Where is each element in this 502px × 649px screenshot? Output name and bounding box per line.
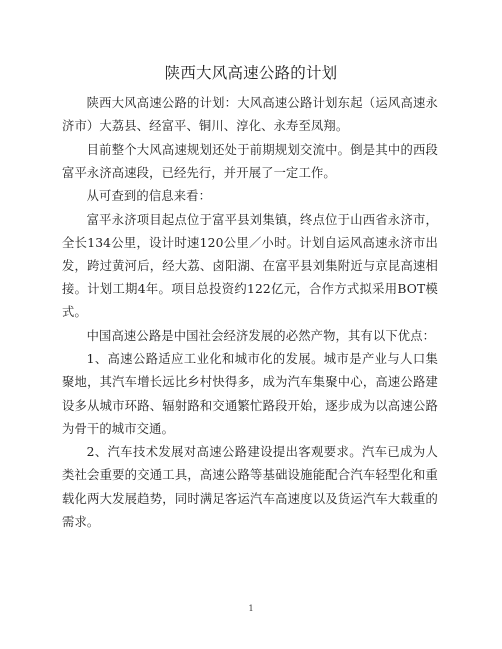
paragraph-3: 从可查到的信息来看： bbox=[86, 189, 212, 204]
paragraph-5: 中国高速公路是中国社会经济发展的必然产物，其有以下优点： bbox=[86, 328, 436, 343]
paragraph-4: 富平永济项目起点位于富平县刘集镇，终点位于山西省永济市，全长134公里，设计时速120公里／小时。计划自运风高速永济市出发，跨过黄河后，经大荔、卤阳湖、在富平县刘集附近与京昆高速相接。计划工期4年。项目总投资约122亿元，合作方式拟采用BOT模式。 bbox=[62, 212, 438, 320]
page-number: 1 bbox=[248, 604, 254, 613]
paragraph-1: 陕西大风高速公路的计划：大风高速公路计划东起（运风高速永济市）大荔县、经富平、铜川、淳化、永寿至凤翔。 bbox=[62, 96, 438, 134]
paragraph-6: 1、高速公路适应工业化和城市化的发展。城市是产业与人口集聚地，其汽车增长远比乡村快得多，成为汽车集聚中心，高速公路建设多从城市环路、辐射路和交通繁忙路段开始，逐步成为以高速公路为骨干的城市交通。 bbox=[62, 352, 438, 436]
document-body bbox=[62, 92, 438, 534]
paragraph-2: 目前整个大风高速规划还处于前期规划交流中。倒是其中的西段富平永济高速段，已经先行，并开展了一定工作。 bbox=[62, 142, 438, 180]
paragraph-7: 2、汽车技术发展对高速公路建设提出客观要求。汽车已成为人类社会重要的交通工具，高速公路等基础设施能配合汽车轻型化和重载化两大发展趋势，同时满足客运汽车高速度以及货运汽车大载重的需求。 bbox=[62, 445, 438, 529]
document-title: 陕西大风高速公路的计划 bbox=[164, 64, 338, 82]
